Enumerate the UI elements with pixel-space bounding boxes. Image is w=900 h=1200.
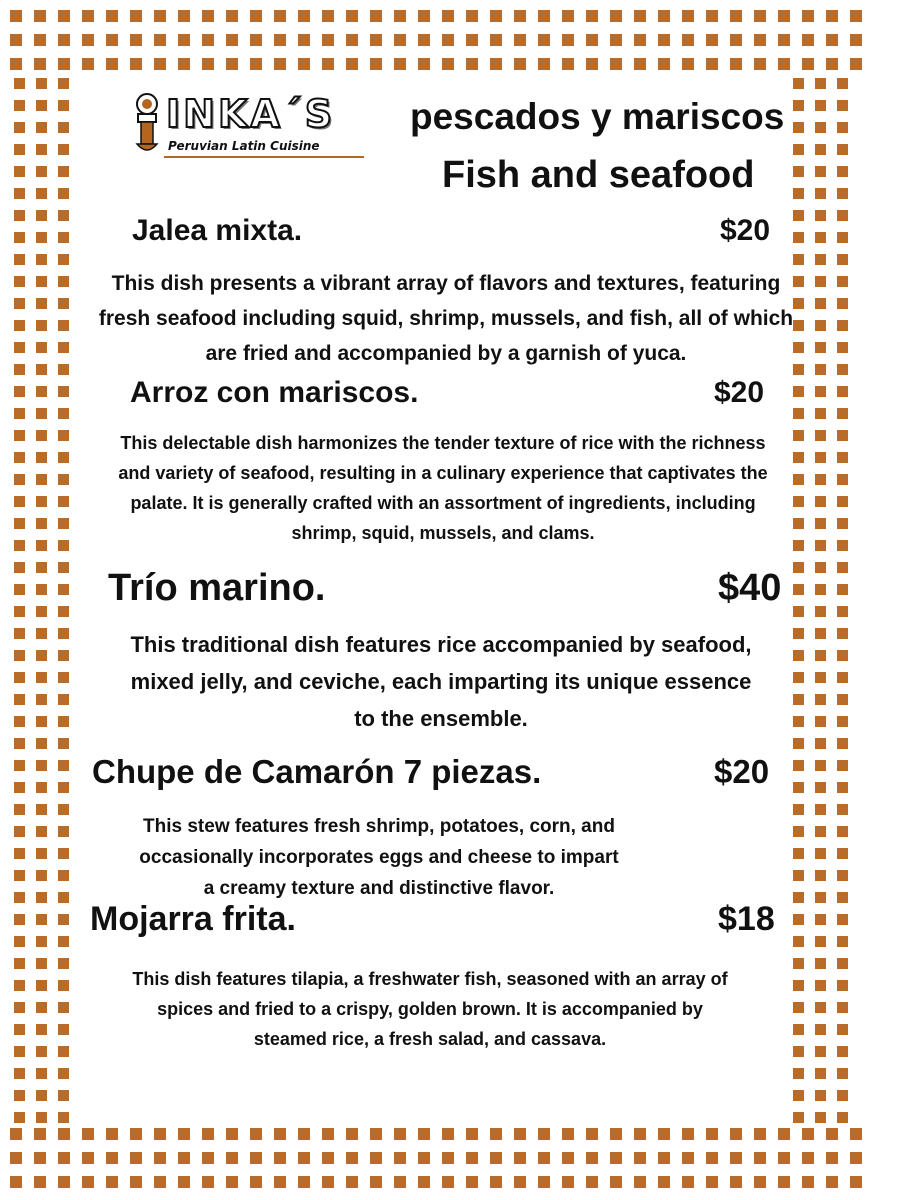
logo-wordmark: INKA´S	[166, 92, 336, 136]
dish-name: Trío marino.	[108, 567, 326, 609]
dish-description: This delectable dish harmonizes the tender texture of rice with the richness and variety of seafood, resulting in a culinary experience that captivates the palate. It is generally crafted with an assortment of ingredients, including shrimp, squid, mussels, and clams.	[118, 433, 768, 543]
tumi-icon	[132, 92, 162, 158]
top-pattern-border	[10, 10, 862, 70]
dish-name: Mojarra frita.	[90, 900, 296, 938]
dish-description: This traditional dish features rice accompanied by seafood, mixed jelly, and ceviche, each imparting its unique essence to the ensemble.	[130, 632, 752, 731]
dish-description: This dish presents a vibrant array of flavors and textures, featuring fresh seafood including squid, shrimp, mussels, and fish, all of which are fried and accompanied by a garnish of yuca.	[98, 272, 794, 365]
dish-name: Chupe de Camarón 7 piezas.	[92, 753, 542, 790]
dish-price: $20	[714, 376, 765, 409]
dish-name: Jalea mixta.	[132, 214, 303, 247]
dish-price: $40	[718, 567, 782, 609]
dish-price: $20	[720, 214, 771, 247]
bottom-pattern-border	[10, 1128, 862, 1188]
dish-description: This dish features tilapia, a freshwater fish, seasoned with an array of spices and fried to a crispy, golden brown. It is accompanied by steamed rice, a fresh salad, and cassava.	[132, 969, 728, 1049]
logo-tagline: Peruvian Latin Cuisine	[168, 139, 320, 153]
right-pattern-border	[793, 78, 855, 1123]
section-title-spanish: pescados y mariscos	[410, 96, 785, 137]
dish-description: This stew features fresh shrimp, potatoes, corn, and occasionally incorporates eggs and cheese to impart a creamy texture and distinctive flavor.	[139, 816, 619, 899]
restaurant-logo	[132, 92, 364, 162]
left-pattern-border	[14, 78, 76, 1123]
dish-name: Arroz con mariscos.	[130, 376, 419, 409]
dish-price: $20	[714, 753, 770, 790]
logo-underline	[164, 156, 364, 158]
dish-price: $18	[718, 900, 775, 938]
section-title-english: Fish and seafood	[442, 154, 755, 196]
